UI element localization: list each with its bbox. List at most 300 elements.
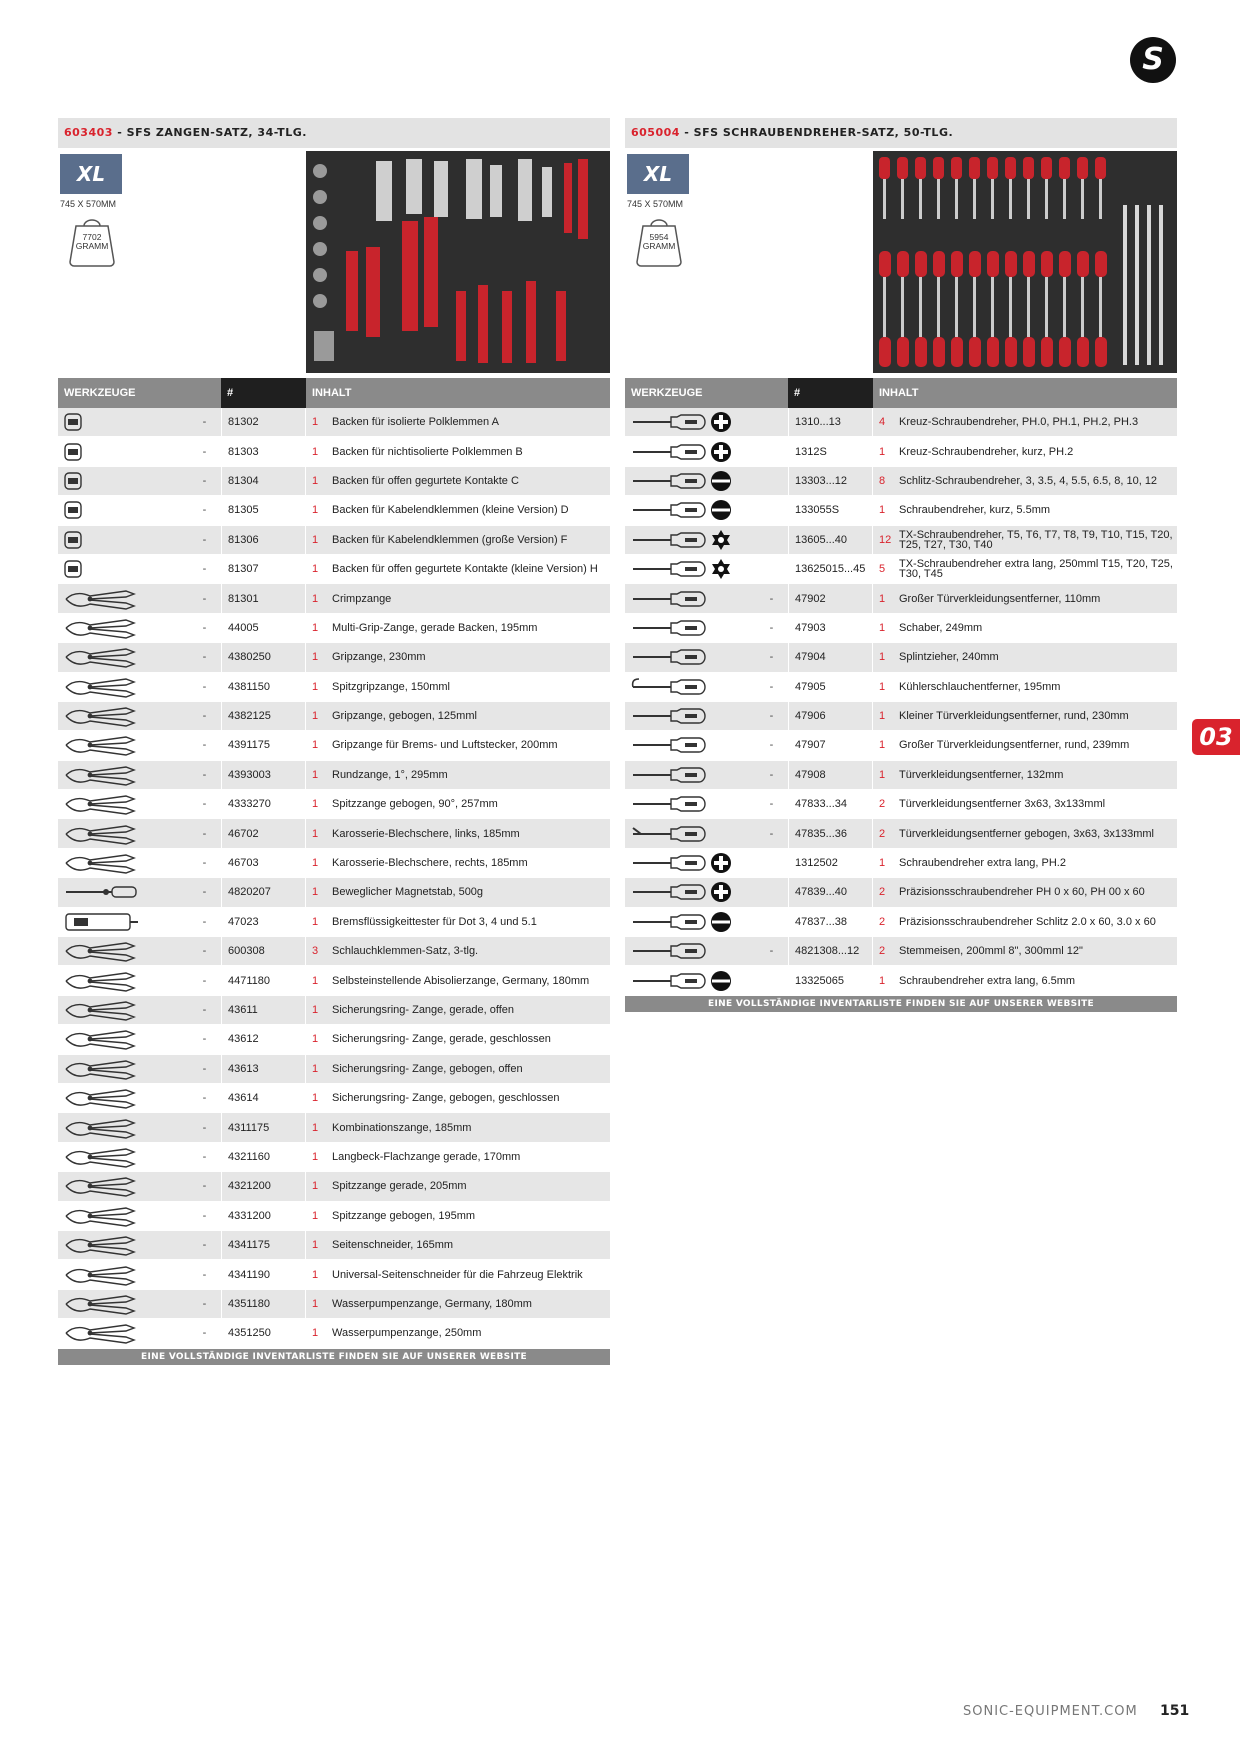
photo-handle (915, 337, 927, 367)
description: Backen für isolierte Polklemmen A (332, 416, 499, 429)
quantity: 1 (312, 710, 319, 723)
col-number: # (221, 378, 306, 408)
tip-type (709, 881, 733, 903)
row-dash: - (769, 680, 774, 693)
article-number: 4341190 (221, 1260, 306, 1288)
photo-handle (1077, 157, 1088, 179)
photo-handle (1059, 337, 1071, 367)
long-plier-icon (62, 1174, 142, 1198)
article-number: 81305 (221, 496, 306, 524)
col-content: INHALT (306, 378, 610, 408)
article-number: 4351180 (221, 1290, 306, 1318)
table-row (625, 408, 1177, 437)
quantity: 1 (312, 1180, 319, 1193)
table-row (625, 761, 1177, 790)
tip-type (709, 499, 733, 521)
article-number: 133055S (788, 496, 873, 524)
row-dash: - (202, 886, 207, 899)
weight-icon (635, 218, 683, 274)
tool-image (58, 526, 188, 554)
description: Schraubendreher extra lang, 6.5mm (899, 974, 1076, 987)
article-number: 4341175 (221, 1231, 306, 1259)
article-number: 4333270 (221, 790, 306, 818)
table-row (58, 467, 610, 496)
quantity: 1 (312, 974, 319, 987)
row-dash: - (202, 1092, 207, 1105)
article-number: 4382125 (221, 702, 306, 730)
phillips-tip-icon (710, 411, 732, 433)
locking-plier-icon (62, 675, 142, 699)
description: Multi-Grip-Zange, gerade Backen, 195mm (332, 621, 538, 634)
inventory-note: EINE VOLLSTÄNDIGE INVENTARLISTE FINDEN SIE AUF UNSERER WEBSITE (625, 996, 1177, 1012)
product-photo (873, 151, 1177, 373)
description: Sicherungsring- Zange, gerade, geschlossen (332, 1033, 551, 1046)
tool-image (58, 878, 188, 906)
tool-image (58, 1202, 188, 1230)
trim-remover-icon (629, 704, 709, 728)
tool-image (58, 1290, 188, 1318)
quantity: 1 (312, 651, 319, 664)
table-row (625, 790, 1177, 819)
website-url: SONIC-EQUIPMENT.COM (963, 1704, 1138, 1719)
tip-type (709, 441, 733, 463)
row-dash: - (202, 739, 207, 752)
table-row (58, 790, 610, 819)
water-pump-plier-icon (62, 1292, 142, 1316)
table-row (625, 673, 1177, 702)
article-number: 47833...34 (788, 790, 873, 818)
photo-handle (1041, 337, 1053, 367)
photo-handle (969, 337, 981, 367)
photo-handle (933, 251, 945, 277)
quantity: 1 (312, 886, 319, 899)
screwdriver-icon (629, 851, 709, 875)
quantity: 1 (312, 680, 319, 693)
description: Backen für Kabelendklemmen (große Version) F (332, 533, 568, 546)
tool-image (625, 614, 755, 642)
article-number: 4820207 (221, 878, 306, 906)
quantity: 1 (312, 1004, 319, 1016)
crimp-jaw-icon (62, 410, 142, 434)
photo-shaft (883, 277, 886, 337)
quantity: 2 (879, 827, 886, 840)
quantity: 1 (312, 827, 319, 840)
article-number: 47906 (788, 702, 873, 730)
tray-dimensions: 745 X 570MM (60, 199, 117, 209)
tool-image (58, 555, 188, 583)
quantity: 1 (312, 1327, 319, 1340)
locking-plier-icon (62, 733, 142, 757)
table-row (58, 526, 610, 555)
photo-shaft (955, 277, 958, 337)
photo-handle (987, 337, 999, 367)
quantity: 1 (312, 1121, 319, 1134)
row-dash: - (202, 474, 207, 487)
table-row (58, 878, 610, 907)
quantity: 8 (879, 474, 886, 487)
article-number: 47837...38 (788, 908, 873, 936)
description: Spitzzange gebogen, 195mm (332, 1209, 476, 1222)
article-number: 13625015...45 (788, 555, 873, 583)
table-row (58, 1055, 610, 1084)
photo-shaft (883, 179, 886, 219)
description: Karosserie-Blechschere, links, 185mm (332, 827, 520, 840)
row-dash: - (769, 798, 774, 811)
table-row (58, 1084, 610, 1113)
article-number: 81301 (221, 584, 306, 612)
tool-image (58, 643, 188, 671)
description: Gripzange, gebogen, 125mml (332, 710, 477, 723)
article-number: 47839...40 (788, 878, 873, 906)
crimp-jaw-icon (62, 498, 142, 522)
description: Präzisionsschraubendreher Schlitz 2.0 x 60, 3.0 x 60 (899, 915, 1156, 928)
row-dash: - (202, 1033, 207, 1046)
article-number: 4393003 (221, 761, 306, 789)
article-number: 47905 (788, 673, 873, 701)
screwdriver-icon (629, 792, 709, 816)
description: Türverkleidungsentferner gebogen, 3x63, 3x133mml (899, 827, 1154, 840)
row-dash: - (202, 1062, 207, 1075)
quantity: 1 (312, 857, 319, 870)
article-number: 13605...40 (788, 526, 873, 554)
crimp-jaw-icon (62, 557, 142, 581)
slotted-tip-icon (710, 970, 732, 992)
quantity: 1 (879, 710, 886, 723)
screwdriver-set-section (625, 118, 1177, 1009)
screwdriver-icon (629, 440, 709, 464)
plier-set-section (58, 118, 610, 1362)
row-dash: - (202, 680, 207, 693)
tool-image (625, 643, 755, 671)
photo-handle (1059, 251, 1071, 277)
photo-handle (1095, 337, 1107, 367)
quantity: 1 (312, 474, 319, 487)
tool-image (58, 761, 188, 789)
article-number: 1312S (788, 437, 873, 465)
photo-handle (897, 337, 909, 367)
quantity: 1 (312, 1092, 319, 1105)
description: Splintzieher, 240mm (899, 651, 999, 664)
product-photo (306, 151, 610, 373)
table-row (625, 643, 1177, 672)
circlip-plier-icon (62, 1027, 142, 1051)
screwdriver-icon (629, 557, 709, 581)
table-row (58, 643, 610, 672)
row-dash: - (202, 1239, 207, 1252)
trim-remover-icon (629, 587, 709, 611)
tool-image (58, 849, 188, 877)
description: Wasserpumpenzange, 250mm (332, 1327, 482, 1340)
row-dash: - (769, 739, 774, 752)
description: Spitzzange gebogen, 90°, 257mm (332, 798, 498, 811)
article-number: 4321200 (221, 1172, 306, 1200)
tool-image (58, 1084, 188, 1112)
col-number: # (788, 378, 873, 408)
photo-shaft (901, 179, 904, 219)
inventory-note: EINE VOLLSTÄNDIGE INVENTARLISTE FINDEN SIE AUF UNSERER WEBSITE (58, 1349, 610, 1365)
description: TX-Schraubendreher extra lang, 250mml T15, T20, T25, T30, T45 (899, 558, 1173, 581)
screwdriver-icon (629, 910, 709, 934)
table-row (58, 1202, 610, 1231)
description: TX-Schraubendreher, T5, T6, T7, T8, T9, T10, T15, T20, T25, T27, T30, T40 (899, 528, 1173, 551)
quantity: 1 (879, 445, 886, 458)
description: Spitzzange gerade, 205mm (332, 1180, 467, 1193)
quantity: 1 (312, 915, 319, 928)
quantity: 4 (879, 416, 886, 429)
quantity: 1 (879, 651, 886, 664)
photo-handle (969, 251, 981, 277)
photo-shaft (1099, 179, 1102, 219)
article-number: 46702 (221, 819, 306, 847)
article-number: 43612 (221, 1025, 306, 1053)
photo-shaft (1045, 179, 1048, 219)
article-number: 13325065 (788, 966, 873, 994)
quantity: 1 (312, 533, 319, 546)
description: Kreuz-Schraubendreher, PH.0, PH.1, PH.2, PH.3 (899, 416, 1139, 429)
table-row (625, 878, 1177, 907)
article-number: 44005 (221, 614, 306, 642)
tool-image (58, 1260, 188, 1288)
tool-image (625, 937, 755, 965)
description: Großer Türverkleidungsentferner, 110mm (899, 592, 1101, 605)
quantity: 1 (312, 504, 319, 517)
description: Wasserpumpenzange, Germany, 180mm (332, 1297, 532, 1310)
parts-list (625, 408, 1177, 996)
article-code: 603403 (64, 126, 113, 139)
table-row (58, 1290, 610, 1319)
snips-icon (62, 851, 142, 875)
table-row (58, 584, 610, 613)
quantity: 1 (879, 974, 886, 987)
description: Stemmeisen, 200mml 8", 300mml 12" (899, 945, 1083, 958)
description: Schaber, 249mm (899, 621, 983, 634)
multigrip-plier-icon (62, 616, 142, 640)
article-number: 4351250 (221, 1319, 306, 1347)
table-row (58, 966, 610, 995)
slotted-tip-icon (710, 911, 732, 933)
tip-type (709, 529, 733, 551)
description: Großer Türverkleidungsentferner, rund, 239mm (899, 739, 1130, 752)
row-dash: - (202, 768, 207, 781)
row-dash: - (202, 827, 207, 840)
table-row (625, 555, 1177, 584)
photo-shaft (991, 179, 994, 219)
tool-image (58, 966, 188, 994)
tool-image (625, 790, 755, 818)
tool-image (58, 1055, 188, 1083)
tray-dimensions: 745 X 570MM (627, 199, 684, 209)
article-number: 4380250 (221, 643, 306, 671)
tool-image (625, 673, 755, 701)
description: Crimpzange (332, 592, 392, 605)
tool-image (625, 467, 755, 495)
quantity: 1 (312, 592, 319, 605)
torx-tip-icon (710, 558, 732, 580)
description: Sicherungsring- Zange, gebogen, geschlossen (332, 1092, 560, 1105)
tool-image (625, 849, 755, 877)
table-row (58, 555, 610, 584)
chisel-icon (629, 939, 709, 963)
set-name: - SFS SCHRAUBENDREHER-SATZ, 50-TLG. (679, 126, 954, 139)
article-number: 46703 (221, 849, 306, 877)
row-dash: - (202, 504, 207, 517)
table-header (58, 378, 610, 408)
photo-shaft (1063, 277, 1066, 337)
locking-plier-icon (62, 645, 142, 669)
tool-image (625, 526, 755, 554)
quantity: 1 (312, 798, 319, 811)
quantity: 1 (312, 1268, 319, 1281)
table-row (58, 761, 610, 790)
tool-image (625, 437, 755, 465)
photo-handle (1005, 157, 1016, 179)
table-row (58, 937, 610, 966)
description: Selbsteinstellende Abisolierzange, Germany, 180mm (332, 974, 590, 987)
tool-image (625, 878, 755, 906)
section-title (58, 118, 610, 148)
description: Sicherungsring- Zange, gerade, offen (332, 1004, 515, 1016)
photo-handle (1041, 251, 1053, 277)
photo-handle (879, 337, 891, 367)
article-number: 43611 (221, 996, 306, 1024)
tool-image (58, 1319, 188, 1347)
table-row (58, 408, 610, 437)
brand-logo: S (1130, 37, 1176, 83)
section-title (625, 118, 1177, 148)
quantity: 1 (312, 1209, 319, 1222)
article-number: 4391175 (221, 731, 306, 759)
tool-image (58, 937, 188, 965)
article-number: 47023 (221, 908, 306, 936)
photo-handle (1041, 157, 1052, 179)
row-dash: - (202, 533, 207, 546)
table-row (625, 966, 1177, 995)
table-row (58, 1319, 610, 1348)
photo-handle (1005, 337, 1017, 367)
tool-image (58, 996, 188, 1024)
tool-image (625, 819, 755, 847)
quantity: 1 (312, 1239, 319, 1252)
photo-shaft (919, 277, 922, 337)
tool-image (625, 408, 755, 436)
quantity: 5 (879, 563, 886, 576)
tool-image (58, 437, 188, 465)
table-row (625, 584, 1177, 613)
table-row (58, 702, 610, 731)
photo-shaft (955, 179, 958, 219)
photo-shaft (1027, 179, 1030, 219)
snips-icon (62, 822, 142, 846)
quantity: 1 (312, 563, 319, 576)
description: Schlitz-Schraubendreher, 3, 3.5, 4, 5.5, 6.5, 8, 10, 12 (899, 474, 1158, 487)
col-tools: WERKZEUGE (625, 378, 788, 408)
slotted-tip-icon (710, 470, 732, 492)
table-row (625, 526, 1177, 555)
photo-handle (1077, 337, 1089, 367)
tool-image (58, 790, 188, 818)
row-dash: - (202, 1209, 207, 1222)
table-row (58, 496, 610, 525)
photo-shaft (1045, 277, 1048, 337)
description: Schraubendreher extra lang, PH.2 (899, 857, 1066, 870)
parts-list (58, 408, 610, 1349)
tip-type (709, 852, 733, 874)
photo-shaft (973, 277, 976, 337)
row-dash: - (202, 1297, 207, 1310)
quantity: 1 (879, 621, 886, 634)
photo-handle (951, 337, 963, 367)
row-dash: - (202, 1180, 207, 1193)
table-row (58, 1143, 610, 1172)
row-dash: - (769, 827, 774, 840)
description: Seitenschneider, 165mm (332, 1239, 454, 1252)
tool-image (58, 1025, 188, 1053)
description: Türverkleidungsentferner 3x63, 3x133mml (899, 798, 1106, 811)
col-content: INHALT (873, 378, 1177, 408)
quantity: 1 (312, 768, 319, 781)
tool-image (58, 1143, 188, 1171)
tool-image (625, 908, 755, 936)
bent-remover-icon (629, 822, 709, 846)
article-number: 4321160 (221, 1143, 306, 1171)
tool-image (58, 584, 188, 612)
description: Backen für nichtisolierte Polklemmen B (332, 445, 523, 458)
description: Spitzgripzange, 150mml (332, 680, 451, 693)
article-code: 605004 (631, 126, 680, 139)
table-row (58, 908, 610, 937)
table-row (58, 731, 610, 760)
tool-image (58, 496, 188, 524)
quantity: 1 (312, 739, 319, 752)
tip-type (709, 911, 733, 933)
table-row (625, 849, 1177, 878)
screwdriver-icon (629, 528, 709, 552)
long-plier-icon (62, 1204, 142, 1228)
photo-handle (1095, 251, 1107, 277)
tool-image (58, 702, 188, 730)
description: Schraubendreher, kurz, 5.5mm (899, 504, 1051, 517)
article-number: 47903 (788, 614, 873, 642)
photo-handle (1023, 157, 1034, 179)
table-row (58, 1231, 610, 1260)
description: Kreuz-Schraubendreher, kurz, PH.2 (899, 445, 1074, 458)
description: Backen für offen gegurtete Kontakte C (332, 474, 519, 487)
article-number: 47908 (788, 761, 873, 789)
screwdriver-icon (629, 880, 709, 904)
description: Sicherungsring- Zange, gebogen, offen (332, 1062, 523, 1075)
trim-remover-icon (629, 733, 709, 757)
description: Rundzange, 1°, 295mm (332, 768, 448, 781)
table-row (625, 467, 1177, 496)
hose-clamp-icon (62, 939, 142, 963)
article-number: 47835...36 (788, 819, 873, 847)
photo-handle (1077, 251, 1089, 277)
size-badge: XL (60, 154, 122, 194)
tool-image (625, 731, 755, 759)
photo-handle (1005, 251, 1017, 277)
row-dash: - (769, 592, 774, 605)
phillips-tip-icon (710, 441, 732, 463)
tool-image (58, 614, 188, 642)
tool-image (58, 731, 188, 759)
table-row (625, 937, 1177, 966)
photo-handle (951, 251, 963, 277)
photo-handle (915, 157, 926, 179)
article-number: 4471180 (221, 966, 306, 994)
description: Kühlerschlauchentferner, 195mm (899, 680, 1061, 693)
row-dash: - (202, 1327, 207, 1340)
tool-image (625, 761, 755, 789)
